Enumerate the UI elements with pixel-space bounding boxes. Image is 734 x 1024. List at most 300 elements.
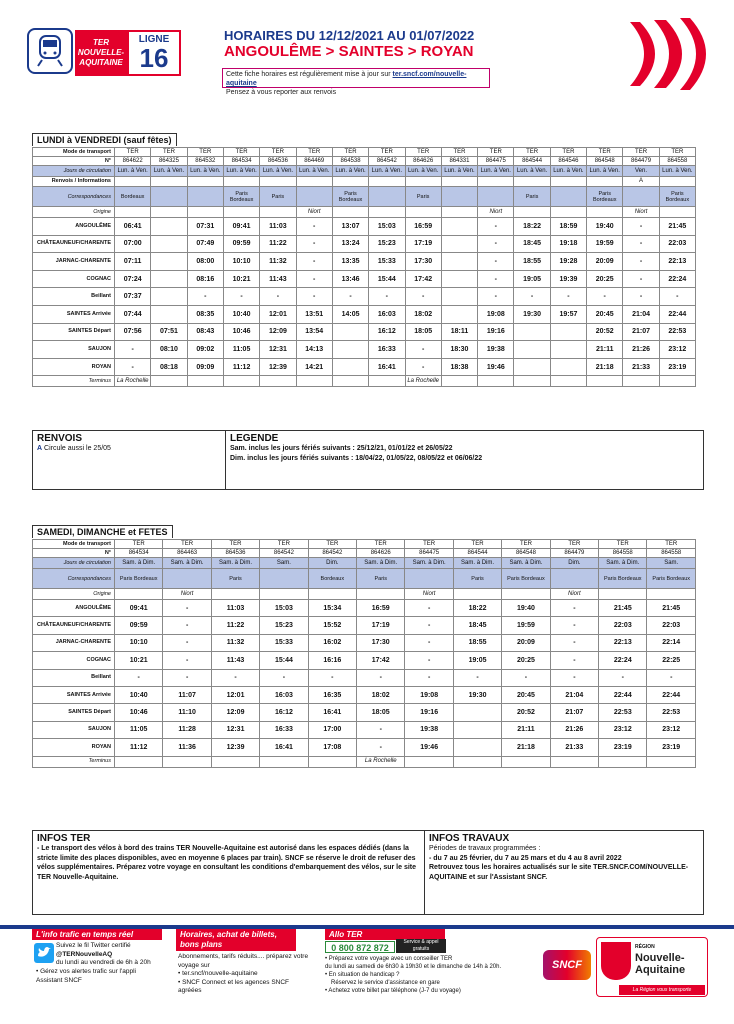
station-row-cell: 12:39 (260, 358, 296, 376)
correspondances-row-cell: Paris Bordeaux (115, 569, 163, 589)
station-row-cell: 08:43 (187, 323, 223, 341)
terminus-row-cell (623, 376, 659, 387)
station-row-cell (151, 270, 187, 288)
twitter-handle[interactable]: @TERNouvelleAQ (56, 950, 113, 958)
jours-row-cell: Dim. (550, 558, 598, 569)
footer-trafic-l1: Suivez le fil Twitter certifié (56, 942, 131, 949)
station-row-cell: 11:12 (223, 358, 259, 376)
station-row-cell: 22:44 (599, 686, 647, 703)
station-row-cell: 11:22 (211, 617, 259, 634)
terminus-row-cell (659, 376, 695, 387)
station-row-cell: 16:12 (260, 704, 308, 721)
jours-row-cell: Ven. (623, 166, 659, 177)
train-number-row-cell: 864544 (514, 157, 550, 166)
mode-row-cell: TER (502, 540, 550, 549)
station-row-cell: 18:02 (357, 686, 405, 703)
station-row-cell: 08:35 (187, 305, 223, 323)
region-shield-icon (601, 942, 631, 980)
renvois-section (33, 431, 226, 489)
origine-row-cell (647, 589, 696, 600)
correspondances-row-cell (296, 187, 332, 207)
origine-row-cell (115, 589, 163, 600)
correspondances-row-cell (623, 187, 659, 207)
station-row-cell (514, 358, 550, 376)
terminus-row-cell (647, 756, 696, 767)
weekday-timetable (32, 147, 696, 387)
station-row-cell: 16:59 (357, 600, 405, 617)
route-title: ANGOULÊME > SAINTES > ROYAN (224, 43, 474, 60)
mode-row-cell: TER (308, 540, 356, 549)
station-row-cell (151, 218, 187, 236)
station-row-cell: - (332, 288, 368, 306)
update-notice (222, 68, 490, 96)
mode-row-cell: TER (478, 148, 514, 157)
train-number-row-cell: 864558 (659, 157, 695, 166)
station-row-cell: 19:08 (405, 686, 453, 703)
station-row-cell: - (453, 669, 501, 686)
station-row-cell: 15:52 (308, 617, 356, 634)
twitter-icon[interactable] (34, 943, 54, 963)
correspondances-row-cell (187, 187, 223, 207)
station-row-cell: 21:33 (550, 739, 598, 756)
train-number-row-cell: 864542 (369, 157, 405, 166)
correspondances-row-cell (441, 187, 477, 207)
station-row-cell: 23:12 (647, 721, 696, 738)
jours-row-cell: Lun. à Ven. (187, 166, 223, 177)
station-row-cell: 22:03 (599, 617, 647, 634)
station-row-label: Beillant (33, 288, 115, 306)
station-row-label: SAINTES Départ (33, 704, 115, 721)
jours-row-label: Jours de circulation (33, 558, 115, 569)
station-row-cell: 16:33 (260, 721, 308, 738)
mode-row-cell: TER (211, 540, 259, 549)
station-row (33, 253, 696, 271)
station-row-cell: - (623, 253, 659, 271)
station-row-cell: 13:24 (332, 235, 368, 253)
station-row-cell: - (550, 652, 598, 669)
terminus-row-cell: La Rochelle (405, 376, 441, 387)
terminus-row-cell (332, 376, 368, 387)
station-row-cell: 22:53 (659, 323, 695, 341)
station-row-cell (514, 323, 550, 341)
renvois-row-cell: A (623, 177, 659, 187)
mode-row-label: Mode de transport (33, 148, 115, 157)
station-row-cell: 21:45 (647, 600, 696, 617)
station-row-cell: 22:13 (599, 634, 647, 651)
jours-row-label: Jours de circulation (33, 166, 115, 177)
origine-row-cell (308, 589, 356, 600)
renvois-row-cell (587, 177, 623, 187)
correspondances-row-cell (260, 569, 308, 589)
origine-row-cell (599, 589, 647, 600)
station-row-cell: 16:16 (308, 652, 356, 669)
station-row-cell: 23:19 (647, 739, 696, 756)
station-row-cell: 17:42 (405, 270, 441, 288)
station-row-cell: 07:49 (187, 235, 223, 253)
station-row-cell: 21:26 (623, 341, 659, 359)
station-row-cell: 22:53 (599, 704, 647, 721)
station-row-cell: 14:13 (296, 341, 332, 359)
correspondances-row-label: Correspondances (33, 187, 115, 207)
train-number-row-cell: 864626 (357, 549, 405, 558)
mode-row-cell: TER (441, 148, 477, 157)
station-row (33, 323, 696, 341)
train-logo-icon (27, 28, 73, 74)
station-row-cell: 22:24 (659, 270, 695, 288)
mode-row-cell: TER (296, 148, 332, 157)
mode-row-cell: TER (550, 540, 598, 549)
station-row-cell: 12:31 (211, 721, 259, 738)
footer-horaires-text (178, 953, 313, 996)
renvois-row-cell (478, 177, 514, 187)
station-row-cell: 22:24 (599, 652, 647, 669)
train-number-row-cell: 864544 (453, 549, 501, 558)
origine-row-cell (514, 207, 550, 218)
terminus-row-cell (441, 376, 477, 387)
origine-row-cell (502, 589, 550, 600)
station-row-cell: - (550, 634, 598, 651)
correspondances-row-cell (550, 187, 586, 207)
jours-row-cell: Sam. (647, 558, 696, 569)
station-row-cell: 07:56 (115, 323, 151, 341)
station-row-cell: 17:42 (357, 652, 405, 669)
train-number-row-cell: 864534 (223, 157, 259, 166)
station-row-cell: 10:10 (115, 634, 163, 651)
station-row (33, 358, 696, 376)
phone-free-tag: Service & appel gratuits (396, 939, 446, 953)
station-row-cell: 16:33 (369, 341, 405, 359)
train-number-row-cell: 864538 (332, 157, 368, 166)
infos-ter-body: TER Nouvelle-Aquitaine est autorisé dans les espaces dédiés (dans la stricte limite des places disponibles, avec en moyenne 6 places par train). SNCF se réserve le droit de refuser des vélos supplémentaires. Préparez votre voyage en consultant les conditions d'embarquement des vélos, sur le site TER Nouvelle-Aquitaine. (37, 845, 417, 881)
station-row-cell: 21:11 (587, 341, 623, 359)
correspondances-row-cell (369, 187, 405, 207)
station-row-cell: 11:05 (223, 341, 259, 359)
station-row-cell: - (405, 600, 453, 617)
station-row-cell (441, 288, 477, 306)
mode-row-cell: TER (332, 148, 368, 157)
station-row-cell: 16:02 (308, 634, 356, 651)
origine-row-cell (332, 207, 368, 218)
train-number-row-cell: 864622 (115, 157, 151, 166)
station-row-cell: 21:26 (550, 721, 598, 738)
footer-horaires-l2[interactable]: • ter.sncf/nouvelle-aquitaine (178, 970, 258, 977)
terminus-row-label: Terminus (33, 376, 115, 387)
station-row-cell: 11:43 (211, 652, 259, 669)
station-row-label: SAUJON (33, 341, 115, 359)
station-row-cell: 10:10 (223, 253, 259, 271)
station-row-cell: 11:32 (260, 253, 296, 271)
station-row (33, 341, 696, 359)
infos-ter-text (37, 844, 420, 882)
station-row-cell: 21:18 (502, 739, 550, 756)
train-number-row-cell: 864542 (260, 549, 308, 558)
station-row (33, 704, 696, 721)
region-name (635, 952, 685, 976)
station-row-cell: 21:45 (599, 600, 647, 617)
station-row-label: CHÂTEAUNEUF/CHARENTE (33, 235, 115, 253)
terminus-row-cell (478, 376, 514, 387)
origine-row-cell (453, 589, 501, 600)
station-row-cell: 19:39 (550, 270, 586, 288)
station-row-label: SAINTES Arrivée (33, 686, 115, 703)
station-row-cell: - (357, 721, 405, 738)
correspondances-row-cell (478, 187, 514, 207)
origine-row-cell (260, 589, 308, 600)
terminus-row-cell (453, 756, 501, 767)
legende-line-1: Sam. inclus les jours fériés suivants : 25/12/21, 01/01/22 et 26/05/22 (230, 445, 453, 452)
station-row (33, 652, 696, 669)
station-row-cell: 19:46 (478, 358, 514, 376)
station-row-cell: - (223, 288, 259, 306)
region-name-2: Aquitaine (635, 964, 686, 976)
station-row-cell: 20:09 (502, 634, 550, 651)
infos-travaux-title: INFOS TRAVAUX (429, 833, 510, 844)
station-row-cell: - (478, 270, 514, 288)
footer-trafic-l5: Assistant SNCF (36, 976, 82, 984)
station-row-cell (441, 270, 477, 288)
ter-line2: NOUVELLE- (77, 48, 125, 57)
station-row-cell: 17:30 (357, 634, 405, 651)
ter-swoosh-icon (610, 14, 720, 94)
train-number-row-cell: 864479 (550, 549, 598, 558)
station-row-cell: 15:34 (308, 600, 356, 617)
origine-row-cell: Niort (296, 207, 332, 218)
correspondances-row-cell (405, 569, 453, 589)
station-row-cell: 16:03 (260, 686, 308, 703)
station-row-cell: 13:35 (332, 253, 368, 271)
station-row-cell (441, 305, 477, 323)
station-row (33, 739, 696, 756)
mode-row-cell: TER (115, 148, 151, 157)
allo-ter-phone[interactable]: 0 800 872 872 (325, 941, 395, 953)
jours-row-cell: Sam. à Dim. (357, 558, 405, 569)
footer-horaires-l1: Abonnements, tarifs réduits.... préparez votre voyage sur (178, 953, 309, 969)
station-row-cell: 18:38 (441, 358, 477, 376)
station-row-cell: 11:22 (260, 235, 296, 253)
train-number-row-cell: 864463 (163, 549, 211, 558)
station-row-cell: 19:18 (550, 235, 586, 253)
station-row-cell: 19:05 (514, 270, 550, 288)
station-row-cell: - (478, 218, 514, 236)
weekend-timetable (32, 539, 696, 768)
station-row-cell: 18:55 (453, 634, 501, 651)
station-row-cell: 22:14 (647, 634, 696, 651)
renvois-row-cell (296, 177, 332, 187)
station-row-cell: - (296, 288, 332, 306)
jours-row-cell: Sam. à Dim. (502, 558, 550, 569)
station-row-cell: - (115, 358, 151, 376)
origine-row-label: Origine (33, 589, 115, 600)
station-row-cell: 23:12 (599, 721, 647, 738)
legende-section (226, 431, 703, 489)
station-row-cell: 15:33 (260, 634, 308, 651)
renvois-row-cell (115, 177, 151, 187)
station-row (33, 305, 696, 323)
station-row-cell: 12:09 (211, 704, 259, 721)
station-row-cell: 09:59 (115, 617, 163, 634)
station-row-cell: 11:10 (163, 704, 211, 721)
station-row-cell: 09:59 (223, 235, 259, 253)
station-row-cell: - (405, 652, 453, 669)
train-number-row-cell: 864536 (260, 157, 296, 166)
station-row-cell: 18:05 (357, 704, 405, 721)
station-row-cell: - (550, 600, 598, 617)
station-row-cell (151, 235, 187, 253)
correspondances-row-cell: Paris Bordeaux (332, 187, 368, 207)
station-row-cell (332, 323, 368, 341)
origine-row-cell: Niort (405, 589, 453, 600)
jours-row-cell: Lun. à Ven. (369, 166, 405, 177)
mode-row-cell: TER (187, 148, 223, 157)
mode-row-cell: TER (369, 148, 405, 157)
footer-allo-head: Allo TER (325, 929, 445, 940)
station-row-cell: 18:45 (514, 235, 550, 253)
terminus-row-cell: La Rochelle (357, 756, 405, 767)
origine-row-cell (550, 207, 586, 218)
station-row-cell: 23:12 (659, 341, 695, 359)
origine-row-cell: Niort (550, 589, 598, 600)
correspondances-row-cell (163, 569, 211, 589)
station-row-cell (332, 358, 368, 376)
jours-row-cell: Sam. à Dim. (115, 558, 163, 569)
station-row (33, 288, 696, 306)
station-row-cell: - (550, 617, 598, 634)
ter-brand-box (75, 30, 127, 76)
footer-trafic-l4: • Gérez vos alertes trafic sur l'appli (36, 968, 136, 975)
mode-row-cell: TER (163, 540, 211, 549)
station-row-cell: 21:04 (550, 686, 598, 703)
mode-row-cell: TER (647, 540, 696, 549)
correspondances-row-cell: Paris Bordeaux (599, 569, 647, 589)
station-row-cell: 12:39 (211, 739, 259, 756)
station-row-cell: 19:59 (502, 617, 550, 634)
notice-link[interactable]: ter.sncf.com/nouvelle-aquitaine (226, 71, 467, 87)
station-row-cell (453, 721, 501, 738)
station-row-cell: 09:09 (187, 358, 223, 376)
station-row-cell: 11:03 (260, 218, 296, 236)
infos-travaux-text (429, 844, 699, 882)
station-row-cell: - (623, 288, 659, 306)
station-row-cell: 21:18 (587, 358, 623, 376)
station-row-cell: 17:19 (357, 617, 405, 634)
station-row-cell: - (211, 669, 259, 686)
station-row-cell: 19:38 (478, 341, 514, 359)
footer-trafic-l3: du lundi au vendredi de 6h à 20h (56, 959, 151, 966)
terminus-row (33, 756, 696, 767)
station-row-cell: 20:52 (502, 704, 550, 721)
station-row-cell: 09:02 (187, 341, 223, 359)
ter-line1: TER (93, 38, 109, 47)
origine-row-cell: Niort (478, 207, 514, 218)
correspondances-row-label: Correspondances (33, 569, 115, 589)
station-row-cell: 10:40 (115, 686, 163, 703)
station-row-cell: 18:05 (405, 323, 441, 341)
jours-row-cell: Lun. à Ven. (659, 166, 695, 177)
train-number-row-label: N° (33, 549, 115, 558)
station-row-cell: - (296, 270, 332, 288)
station-row-cell: 11:43 (260, 270, 296, 288)
terminus-row-cell (550, 756, 598, 767)
station-row-cell: 15:23 (260, 617, 308, 634)
station-row-label: ANGOULÊME (33, 218, 115, 236)
origine-row-cell (115, 207, 151, 218)
station-row-cell: - (647, 669, 696, 686)
station-row-cell: 13:07 (332, 218, 368, 236)
station-row-cell: 12:31 (260, 341, 296, 359)
station-row-label: ROYAN (33, 739, 115, 756)
station-row-cell: - (357, 739, 405, 756)
mode-row-cell: TER (453, 540, 501, 549)
station-row (33, 634, 696, 651)
station-row (33, 600, 696, 617)
correspondances-row-cell (550, 569, 598, 589)
correspondances-row (33, 569, 696, 589)
station-row-cell: - (478, 235, 514, 253)
station-row-cell: 17:19 (405, 235, 441, 253)
station-row-cell: - (405, 341, 441, 359)
origine-row-cell (659, 207, 695, 218)
renvois-row-cell (441, 177, 477, 187)
station-row-cell (441, 235, 477, 253)
correspondances-row-cell (151, 187, 187, 207)
renvoi-a-letter: A (37, 445, 43, 452)
jours-row-cell: Lun. à Ven. (296, 166, 332, 177)
station-row-cell: 18:30 (441, 341, 477, 359)
station-row-cell: - (623, 270, 659, 288)
station-row-cell: 13:54 (296, 323, 332, 341)
station-row-label: COGNAC (33, 270, 115, 288)
mode-row-cell: TER (357, 540, 405, 549)
station-row-label: COGNAC (33, 652, 115, 669)
station-row-cell: 19:59 (587, 235, 623, 253)
station-row-cell: 16:41 (260, 739, 308, 756)
station-row-cell: 07:31 (187, 218, 223, 236)
travaux-line-1: Périodes de travaux programmées : (429, 845, 541, 852)
station-row-cell: 19:40 (502, 600, 550, 617)
station-row-cell: 22:25 (647, 652, 696, 669)
station-row-label: ANGOULÊME (33, 600, 115, 617)
footer-horaires-head: Horaires, achat de billets, bons plans (176, 929, 296, 951)
notice-text: Cette fiche horaires est régulièrement mise à jour sur (226, 71, 391, 78)
station-row-cell (151, 253, 187, 271)
jours-row-cell: Lun. à Ven. (260, 166, 296, 177)
station-row (33, 686, 696, 703)
renvois-row-cell (659, 177, 695, 187)
station-row-cell: 16:41 (308, 704, 356, 721)
terminus-row-cell (187, 376, 223, 387)
station-row-cell: 19:30 (453, 686, 501, 703)
station-row-cell: 22:03 (659, 235, 695, 253)
station-row-cell: - (357, 669, 405, 686)
station-row-cell: - (587, 288, 623, 306)
train-number-row-cell: 864548 (587, 157, 623, 166)
station-row-cell: 09:41 (223, 218, 259, 236)
station-row-cell: - (659, 288, 695, 306)
station-row-cell: 21:45 (659, 218, 695, 236)
station-row (33, 721, 696, 738)
ter-line3: AQUITAINE (79, 58, 123, 67)
station-row-cell: 22:53 (647, 704, 696, 721)
station-row (33, 235, 696, 253)
station-row-cell: 10:46 (115, 704, 163, 721)
station-row-cell: - (405, 358, 441, 376)
jours-row-cell: Sam. à Dim. (453, 558, 501, 569)
footer-allo-l2: du lundi au samedi de 6h30 à 19h30 et le dimanche de 14h à 20h. (325, 964, 502, 970)
station-row-cell: 18:55 (514, 253, 550, 271)
infos-ter-title: INFOS TER (37, 833, 91, 844)
footer-allo-text (325, 955, 535, 995)
origine-row-cell (357, 589, 405, 600)
